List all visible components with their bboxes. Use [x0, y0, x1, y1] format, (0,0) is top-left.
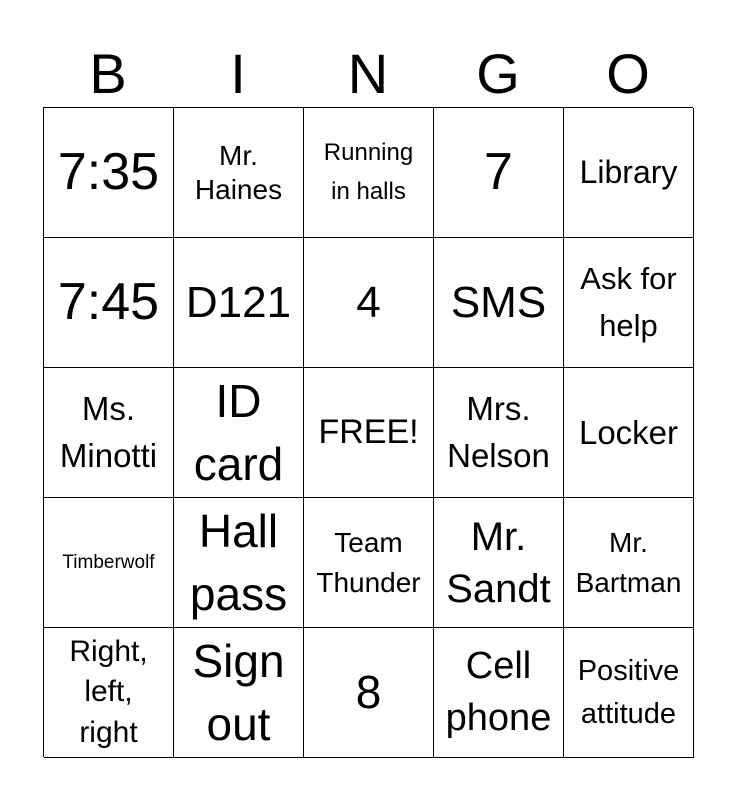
header-letter-o: O [606, 42, 650, 105]
header-letter-g: G [476, 42, 520, 105]
cell-label: Mr. Sandt [446, 514, 551, 611]
cell-label: Sign out [192, 635, 285, 750]
cell-label: 7:35 [57, 143, 160, 202]
cell-label: D121 [185, 278, 292, 327]
cell-label: 8 [355, 665, 382, 718]
cell-label: Mrs. Nelson [447, 390, 550, 474]
cell-label: SMS [450, 278, 547, 327]
bingo-cell[interactable] [304, 628, 434, 758]
cell-label: 4 [356, 278, 381, 327]
bingo-cell[interactable] [44, 238, 174, 368]
cell-label: Right, left, right [69, 634, 148, 749]
bingo-cell[interactable] [564, 238, 694, 368]
bingo-cell[interactable] [44, 498, 174, 628]
bingo-cell[interactable] [44, 368, 174, 498]
cell-label: Library [579, 154, 678, 191]
bingo-cell[interactable] [174, 368, 304, 498]
cell-label: Mr. Bartman [575, 527, 682, 598]
cell-label: Ms. Minotti [59, 390, 158, 474]
header-letter-b: B [89, 42, 127, 105]
bingo-cell[interactable] [564, 108, 694, 238]
bingo-cell[interactable] [174, 628, 304, 758]
bingo-cell[interactable] [304, 368, 434, 498]
cell-label: Timberwolf [62, 551, 155, 573]
bingo-cell[interactable] [434, 628, 564, 758]
bingo-cell[interactable] [434, 368, 564, 498]
bingo-cell[interactable] [564, 368, 694, 498]
header-letter-i: I [230, 42, 246, 105]
cell-label: Mr. Haines [194, 139, 283, 205]
bingo-cell[interactable] [564, 498, 694, 628]
bingo-cell[interactable] [304, 108, 434, 238]
cell-label: Cell phone [445, 645, 552, 739]
bingo-cell[interactable] [564, 628, 694, 758]
bingo-cell[interactable] [44, 108, 174, 238]
cell-label: ID card [193, 375, 284, 490]
bingo-cell[interactable] [174, 108, 304, 238]
cell-label: Running in halls [323, 139, 414, 205]
cell-label: 7 [484, 143, 513, 202]
bingo-cell[interactable] [174, 498, 304, 628]
header-letter-n: N [347, 42, 389, 105]
bingo-cell[interactable] [434, 108, 564, 238]
bingo-cell[interactable] [434, 498, 564, 628]
bingo-cell[interactable] [304, 238, 434, 368]
cell-label: Positive attitude [577, 655, 680, 730]
bingo-board [43, 107, 693, 757]
cell-label: Locker [578, 413, 679, 451]
cell-label: 7:45 [57, 273, 160, 332]
cell-label: Team Thunder [316, 527, 421, 598]
bingo-cell[interactable] [44, 628, 174, 758]
cell-label: FREE! [318, 413, 419, 452]
cell-label: Hall pass [189, 505, 288, 620]
cell-label: Ask for help [580, 261, 677, 343]
bingo-cell[interactable] [304, 498, 434, 628]
bingo-cell[interactable] [434, 238, 564, 368]
bingo-header [43, 40, 693, 108]
bingo-cell[interactable] [174, 238, 304, 368]
